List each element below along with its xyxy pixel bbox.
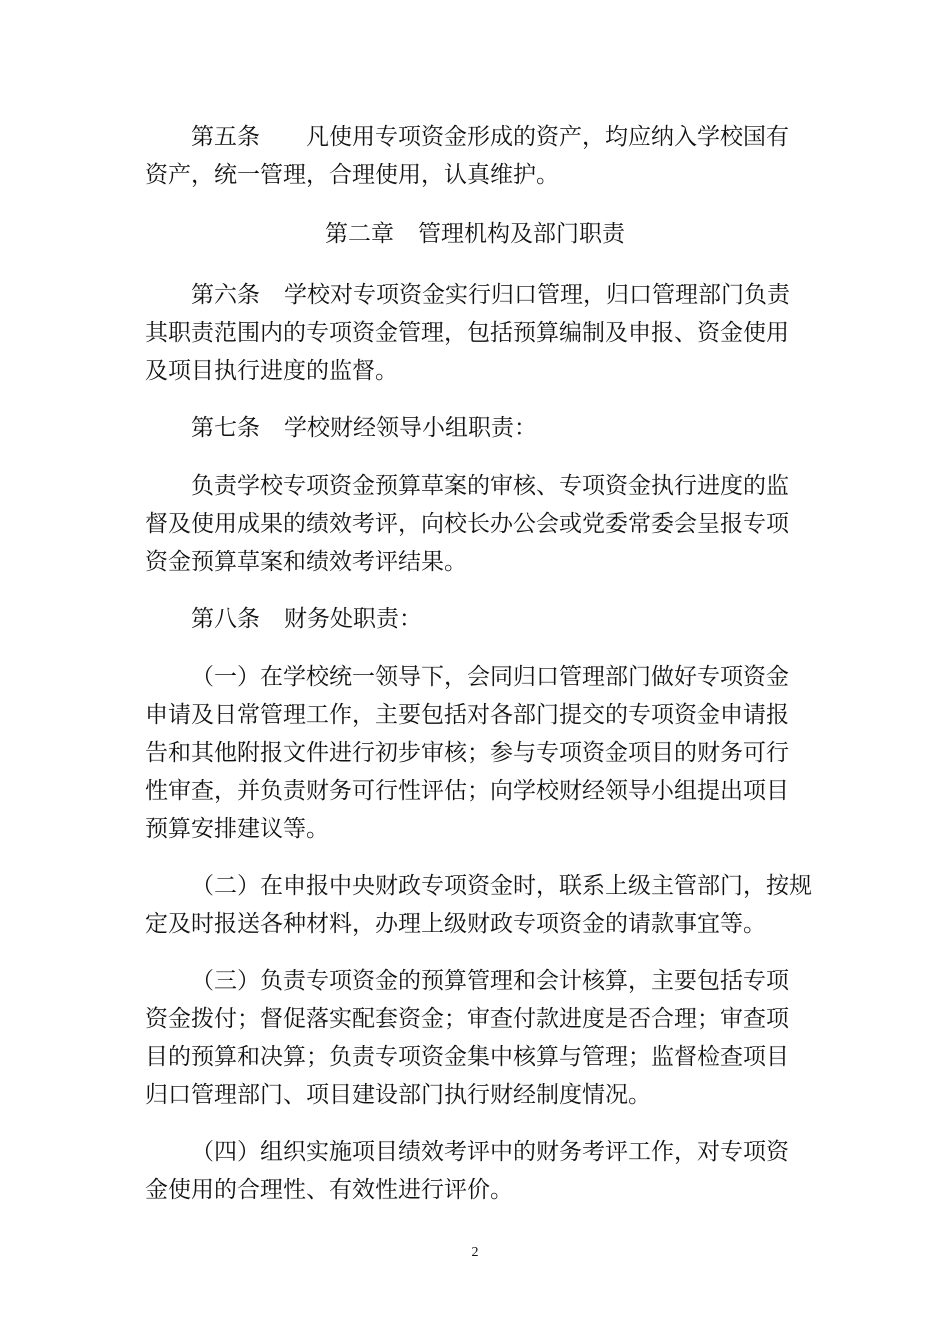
article-7-body xyxy=(145,467,809,581)
article-8-item-4 xyxy=(145,1133,809,1209)
article-5-text: 凡使用专项资金形成的资产，均应纳入学校国有 xyxy=(306,124,789,150)
item-3-line-2: 资金拨付；督促落实配套资金；审查付款进度是否合理；审查项 xyxy=(145,1006,789,1032)
article-7-body-line-1: 负责学校专项资金预算草案的审核、专项资金执行进度的监 xyxy=(191,473,789,499)
item-4-line-2: 金使用的合理性、有效性进行评价。 xyxy=(145,1177,513,1203)
article-8-text: 财务处职责： xyxy=(284,606,422,632)
item-1-line-5: 预算安排建议等。 xyxy=(145,816,329,842)
article-6-number: 第六条 xyxy=(191,282,260,308)
item-1-line-2: 申请及日常管理工作，主要包括对各部门提交的专项资金申请报 xyxy=(145,702,789,728)
item-3-line-1: （三）负责专项资金的预算管理和会计核算，主要包括专项 xyxy=(191,968,789,994)
article-5-line-2: 资产，统一管理，合理使用，认真维护。 xyxy=(145,162,559,188)
article-7 xyxy=(145,409,809,447)
article-6-text: 学校对专项资金实行归口管理，归口管理部门负责 xyxy=(284,282,790,308)
article-8-item-1 xyxy=(145,658,809,848)
page-number: 2 xyxy=(471,1245,479,1260)
item-3-line-4: 归口管理部门、项目建设部门执行财经制度情况。 xyxy=(145,1082,651,1108)
article-7-number: 第七条 xyxy=(191,415,260,441)
chapter-heading xyxy=(0,215,950,253)
item-4-line-1: （四）组织实施项目绩效考评中的财务考评工作，对专项资 xyxy=(191,1139,789,1165)
article-8-number: 第八条 xyxy=(191,606,260,632)
item-1-line-4: 性审查，并负责财务可行性评估；向学校财经领导小组提出项目 xyxy=(145,778,789,804)
article-6-line-2: 其职责范围内的专项资金管理，包括预算编制及申报、资金使用 xyxy=(145,320,789,346)
article-5-number: 第五条 xyxy=(191,124,260,150)
article-6 xyxy=(145,276,809,390)
item-1-line-3: 告和其他附报文件进行初步审核；参与专项资金项目的财务可行 xyxy=(145,740,789,766)
chapter-title: 管理机构及部门职责 xyxy=(418,221,625,247)
article-7-text: 学校财经领导小组职责： xyxy=(284,415,537,441)
article-5 xyxy=(145,118,809,194)
article-7-body-line-3: 资金预算草案和绩效考评结果。 xyxy=(145,549,467,575)
article-8 xyxy=(145,600,809,638)
article-8-item-3 xyxy=(145,962,809,1114)
chapter-number: 第二章 xyxy=(325,221,394,247)
article-8-item-2 xyxy=(145,867,812,943)
item-2-line-2: 定及时报送各种材料，办理上级财政专项资金的请款事宜等。 xyxy=(145,911,766,937)
item-2-line-1: （二）在申报中央财政专项资金时，联系上级主管部门，按规 xyxy=(191,873,812,899)
item-1-line-1: （一）在学校统一领导下，会同归口管理部门做好专项资金 xyxy=(191,664,789,690)
article-7-body-line-2: 督及使用成果的绩效考评，向校长办公会或党委常委会呈报专项 xyxy=(145,511,789,537)
article-6-line-3: 及项目执行进度的监督。 xyxy=(145,358,398,384)
item-3-line-3: 目的预算和决算；负责专项资金集中核算与管理；监督检查项目 xyxy=(145,1044,789,1070)
